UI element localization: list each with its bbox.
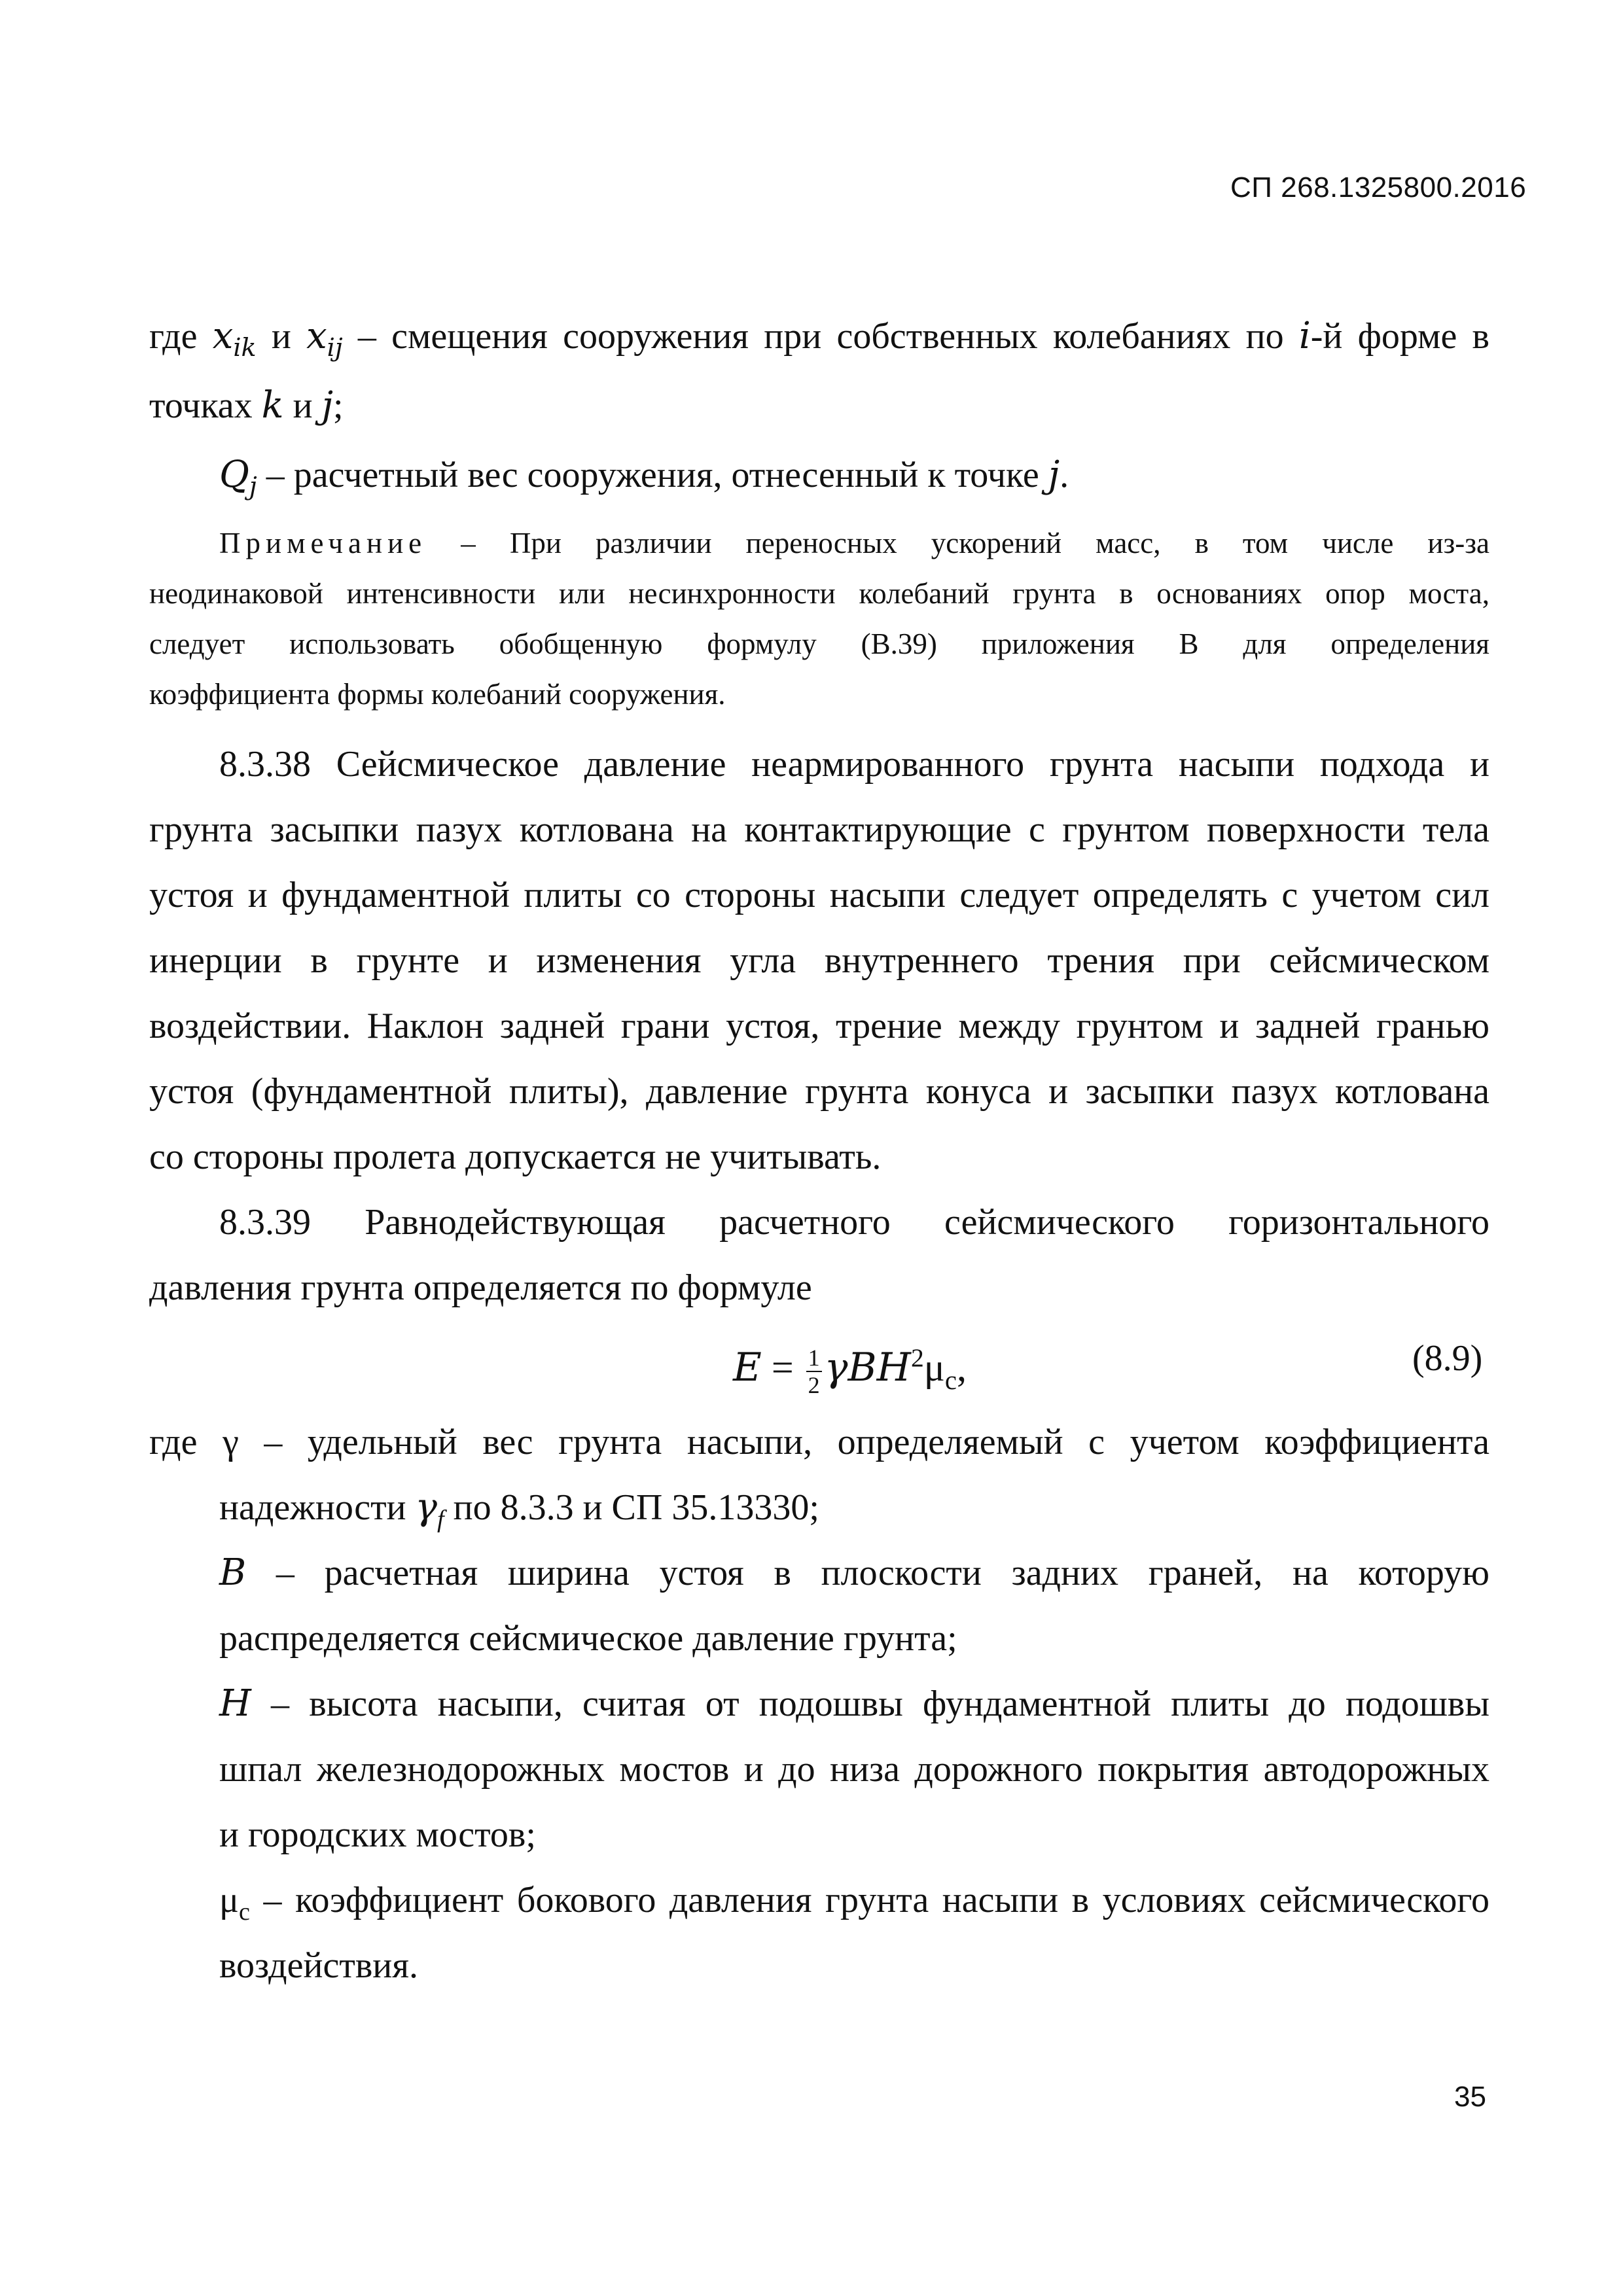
definition-line: распределяется сейсмическое давление грунта; (219, 1618, 957, 1659)
paragraph-line: грунта засыпки пазух котлована на контактирующие с грунтом поверхности тела (149, 809, 1489, 850)
math-var: j (321, 384, 333, 427)
definition-line: и городских мостов; (219, 1814, 536, 1855)
paragraph-line: давления грунта определяется по формуле (149, 1267, 812, 1308)
paragraph-line: устоя и фундаментной плиты со стороны насыпи следует определять с учетом сил (149, 875, 1489, 915)
paragraph-line: воздействии. Наклон задней грани устоя, трение между грунтом и задней гранью (149, 1006, 1489, 1046)
fraction: $\frac{1}{2}$ (806, 1345, 822, 1398)
math-var: j (1048, 453, 1060, 496)
document-code: СП 268.1325800.2016 (1230, 171, 1527, 203)
math-var: $x_{ij}$ (306, 315, 343, 362)
note-line: неодинаковой интенсивности или несинхронности колебаний грунта в основаниях опор моста, (149, 577, 1489, 610)
math-var: E (733, 1344, 762, 1390)
definition-line: $Q_j$ – расчетный вес сооружения, отнесенный к точке j. (219, 453, 1069, 501)
paragraph-line: со стороны пролета допускается не учитывать. (149, 1137, 882, 1177)
definition-line: где γ – удельный вес грунта насыпи, определяемый с учетом коэффициента (149, 1422, 1489, 1462)
page-number: 35 (1454, 2081, 1486, 2113)
definition-line: надежности $\gamma_f$ по 8.3.3 и СП 35.13330; (219, 1486, 819, 1534)
definition-line: B – расчетная ширина устоя в плоскости задних граней, на которую (219, 1551, 1489, 1594)
math-var: i (1298, 315, 1311, 357)
paragraph-line: 8.3.39 Равнодействующая расчетного сейсмического горизонтального (219, 1202, 1489, 1243)
paragraph-line: 8.3.38 Сейсмическое давление неармированного грунта насыпи подхода и (219, 744, 1489, 785)
definition-line: шпал железнодорожных мостов и до низа дорожного покрытия автодорожных (219, 1749, 1489, 1790)
paragraph-line: точках k и j; (149, 384, 344, 427)
paragraph-line: устоя (фундаментной плиты), давление грунта конуса и засыпки пазух котлована (149, 1071, 1489, 1112)
definition-line: $\mu_c$ – коэффициент бокового давления грунта насыпи в условиях сейсмического (219, 1880, 1489, 1926)
definition-line: H – высота насыпи, считая от подошвы фундаментной плиты до подошвы (219, 1682, 1489, 1725)
formula-8-9: E = $\frac{1}{2}$ $\gamma BH^2\mu_c$, (733, 1343, 967, 1398)
equation-number: (8.9) (1412, 1338, 1483, 1379)
math-var: $Q_j$ (219, 453, 257, 501)
math-var: $x_{ik}$ (212, 315, 257, 362)
note-line: следует использовать обобщенную формулу (В.39) приложения В для определения (149, 627, 1489, 660)
note-line: коэффициента формы колебаний сооружения. (149, 678, 726, 711)
paragraph-line: инерции в грунте и изменения угла внутреннего трения при сейсмическом (149, 940, 1489, 981)
note-line: Примечание – При различии переносных ускорений масс, в том числе из-за (219, 527, 1489, 559)
math-var: k (261, 384, 284, 427)
definition-line: воздействия. (219, 1945, 418, 1986)
note-label: Примечание (219, 527, 427, 559)
paragraph-line: где $x_{ik}$ и $x_{ij}$ – смещения сооружения при собственных колебаниях по i-й форме в (149, 315, 1489, 362)
